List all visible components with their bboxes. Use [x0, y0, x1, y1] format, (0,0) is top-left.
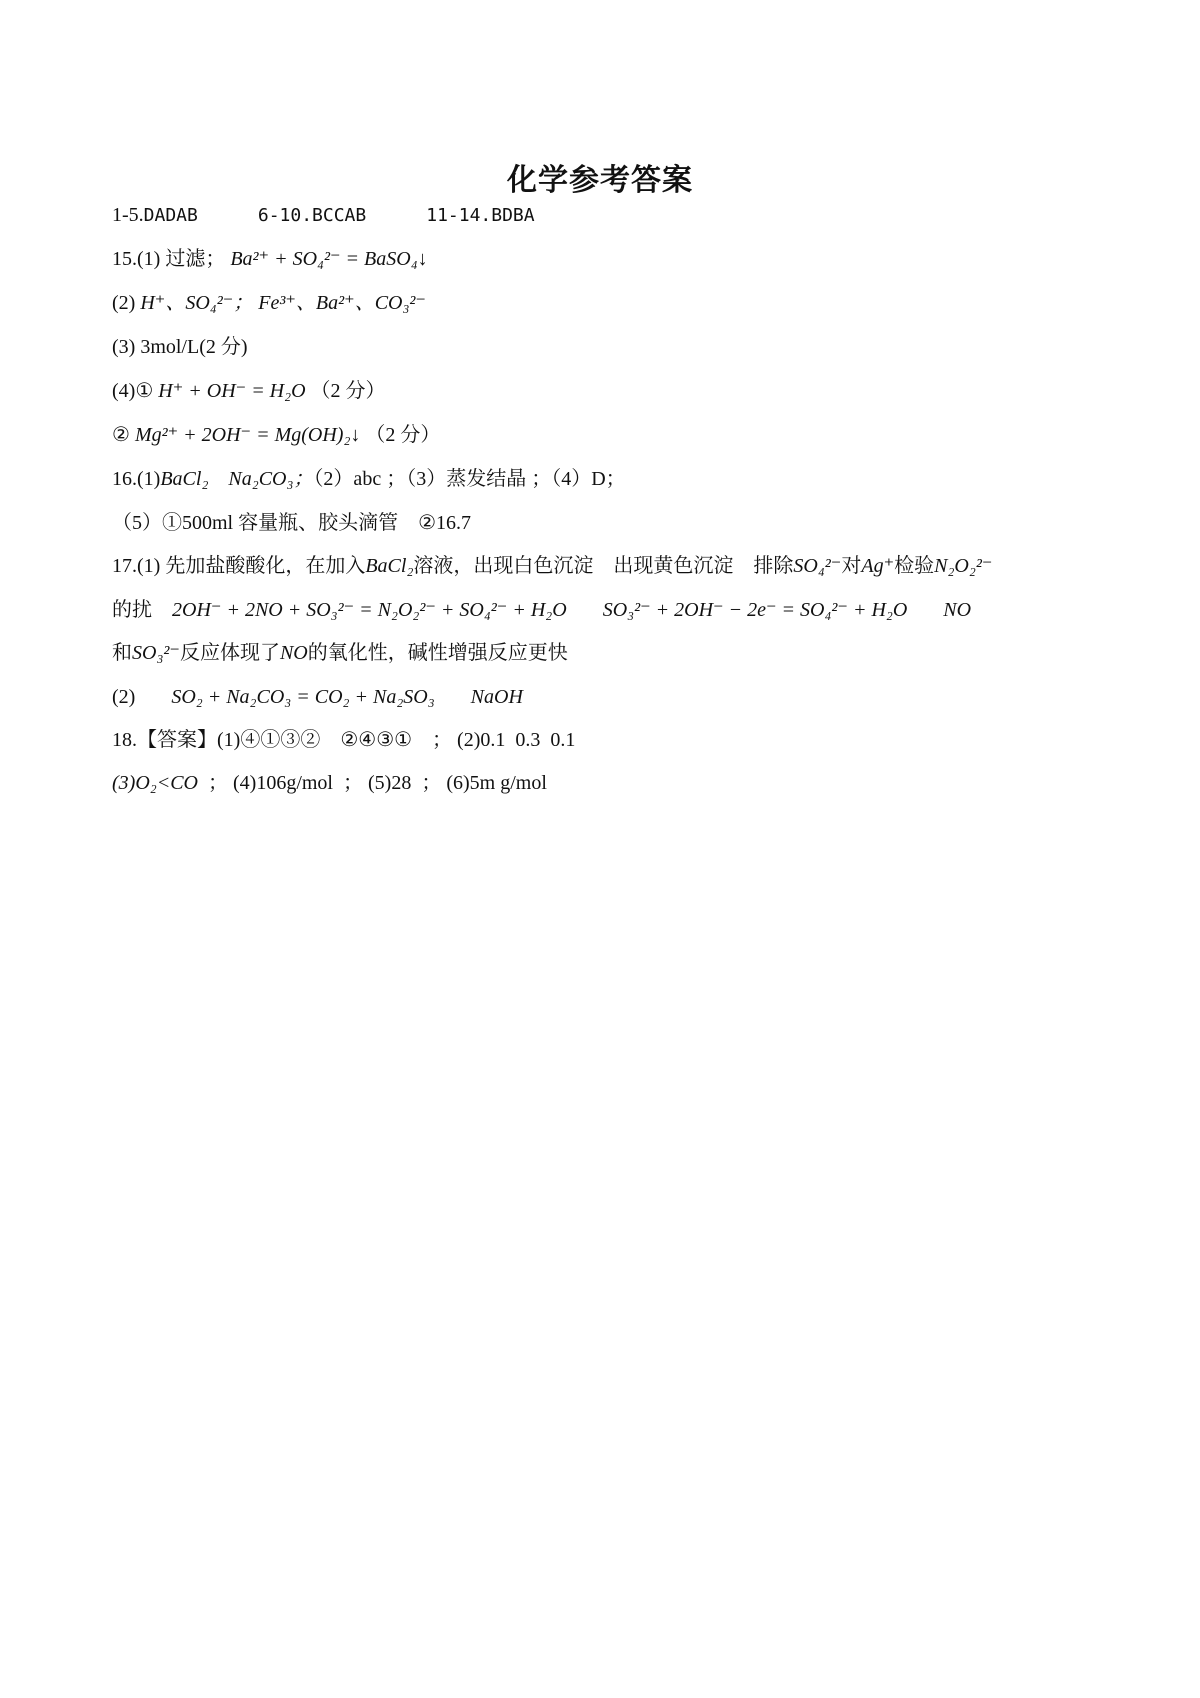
q17-text-2: 溶液，出现白色沉淀 — [413, 555, 594, 577]
q17-line-2 — [112, 595, 971, 625]
q15-equation-1: Ba²⁺ + SO₄²⁻ = BaSO₄↓ — [230, 248, 428, 270]
q16-line-2 — [112, 508, 471, 538]
q17-text-9: 反应体现了 — [179, 642, 280, 664]
q17-equation-3: SO₂ + Na₂CO₃ = CO₂ + Na₂SO₃ — [171, 686, 435, 708]
q16-number: 16. — [112, 468, 137, 490]
q17-equation-2: SO₃²⁻ + 2OH⁻ − 2e⁻ = SO₄²⁻ + H₂O — [602, 599, 908, 621]
q17-formula-no-1: NO — [943, 599, 972, 621]
q15-part4-label: (4)① — [112, 380, 154, 402]
mc-answers-11-14: 11-14.BDBA — [426, 205, 535, 226]
q17-line-3 — [112, 638, 568, 668]
mc-label-1-5: 1-5. — [112, 204, 144, 226]
q17-text-7: 的扰 — [112, 599, 152, 621]
q17-text-10: 的氧化性，碱性增强反应更快 — [307, 642, 568, 664]
q15-equation-3: Mg²⁺ + 2OH⁻ = Mg(OH)₂↓ — [134, 424, 361, 446]
q15-ions-b: Fe³⁺、Ba²⁺、CO₃²⁻ — [258, 292, 426, 314]
q17-text-4: 排除 — [753, 555, 794, 577]
q16-formula-bacl2: BaCl₂ — [160, 468, 209, 490]
q17-formula-naoh: NaOH — [470, 686, 523, 708]
q18-separator-3: ； — [343, 772, 363, 794]
q15-line-2 — [112, 288, 426, 318]
q17-formula-ag: Ag⁺ — [861, 555, 895, 577]
q17-text-1: (1) 先加盐酸酸化，在加入 — [137, 555, 366, 577]
q18-separator-2: ； — [208, 772, 228, 794]
q18-answer-2: ②④③① — [340, 729, 413, 751]
mc-answers-6-10: 6-10.BCCAB — [257, 205, 367, 226]
q15-part1-text: (1) 过滤； — [137, 248, 226, 270]
q17-text-8: 和 — [112, 642, 132, 664]
q16-part1-label: (1) — [137, 468, 161, 490]
q15-number: 15. — [112, 248, 137, 270]
mc-answers-line — [112, 200, 535, 230]
q15-line-4 — [112, 376, 386, 406]
q17-formula-so3: SO₃²⁻ — [132, 642, 180, 664]
q15-part4b-label: ② — [112, 424, 130, 446]
q15-line-5 — [112, 420, 440, 450]
q17-number: 17. — [112, 555, 137, 577]
q17-line-1 — [112, 551, 992, 581]
q18-answer-1: (1)④①③② — [217, 729, 321, 751]
q18-answer-4: 0.3 — [515, 729, 541, 751]
mc-answers-1-5: DADAB — [143, 205, 198, 226]
q18-answer-5: 0.1 — [550, 729, 576, 751]
q18-number: 18.【答案】 — [112, 729, 217, 751]
q17-formula-so4: SO₄²⁻ — [793, 555, 842, 577]
q16-formula-na2co3: Na₂CO₃； — [228, 468, 314, 490]
q17-text-3: 出现黄色沉淀 — [613, 555, 734, 577]
q17-text-5: 对 — [841, 555, 862, 577]
q18-line-2 — [112, 768, 547, 798]
q17-line-4 — [112, 682, 523, 712]
q18-answer-8: (5)28 — [368, 772, 412, 794]
q15-score-1: （2 分） — [310, 380, 386, 402]
q15-score-2: （2 分） — [365, 424, 441, 446]
q15-part3-text: (3) 3mol/L(2 分) — [112, 336, 248, 358]
q17-formula-n2o2: N₂O₂²⁻ — [934, 555, 993, 577]
q15-line-3 — [112, 332, 248, 362]
document-title: 化学参考答案 — [507, 163, 693, 198]
q15-ions-a: H⁺、SO₄²⁻； — [140, 292, 254, 314]
q18-answer-6: (3)O₂<CO — [112, 772, 198, 794]
q15-equation-2: H⁺ + OH⁻ = H₂O — [158, 380, 306, 402]
q16-line-1 — [112, 464, 626, 494]
q16-rest-answers: （2）abc ；（3）蒸发结晶 ；（4）D； — [313, 468, 626, 490]
q18-answer-9: (6)5m g/mol — [446, 772, 547, 794]
q17-formula-no-2: NO — [279, 642, 308, 664]
q17-text-6: 检验 — [894, 555, 935, 577]
q15-line-1 — [112, 244, 428, 274]
q17-part2-label: (2) — [112, 686, 136, 708]
q15-part2-label: (2) — [112, 292, 136, 314]
q18-separator-4: ； — [421, 772, 442, 794]
q17-formula-bacl2: BaCl₂ — [365, 555, 414, 577]
q18-answer-3: (2)0.1 — [457, 729, 506, 751]
q18-answer-7: (4)106g/mol — [233, 772, 333, 794]
q18-line-1 — [112, 725, 575, 755]
q16-part5-a: （5）①500ml 容量瓶、胶头滴管 — [112, 512, 399, 534]
q18-separator-1: ； — [432, 729, 453, 751]
q16-part5-b: ②16.7 — [418, 512, 472, 534]
q17-equation-1: 2OH⁻ + 2NO + SO₃²⁻ = N₂O₂²⁻ + SO₄²⁻ + H₂O — [172, 599, 567, 621]
